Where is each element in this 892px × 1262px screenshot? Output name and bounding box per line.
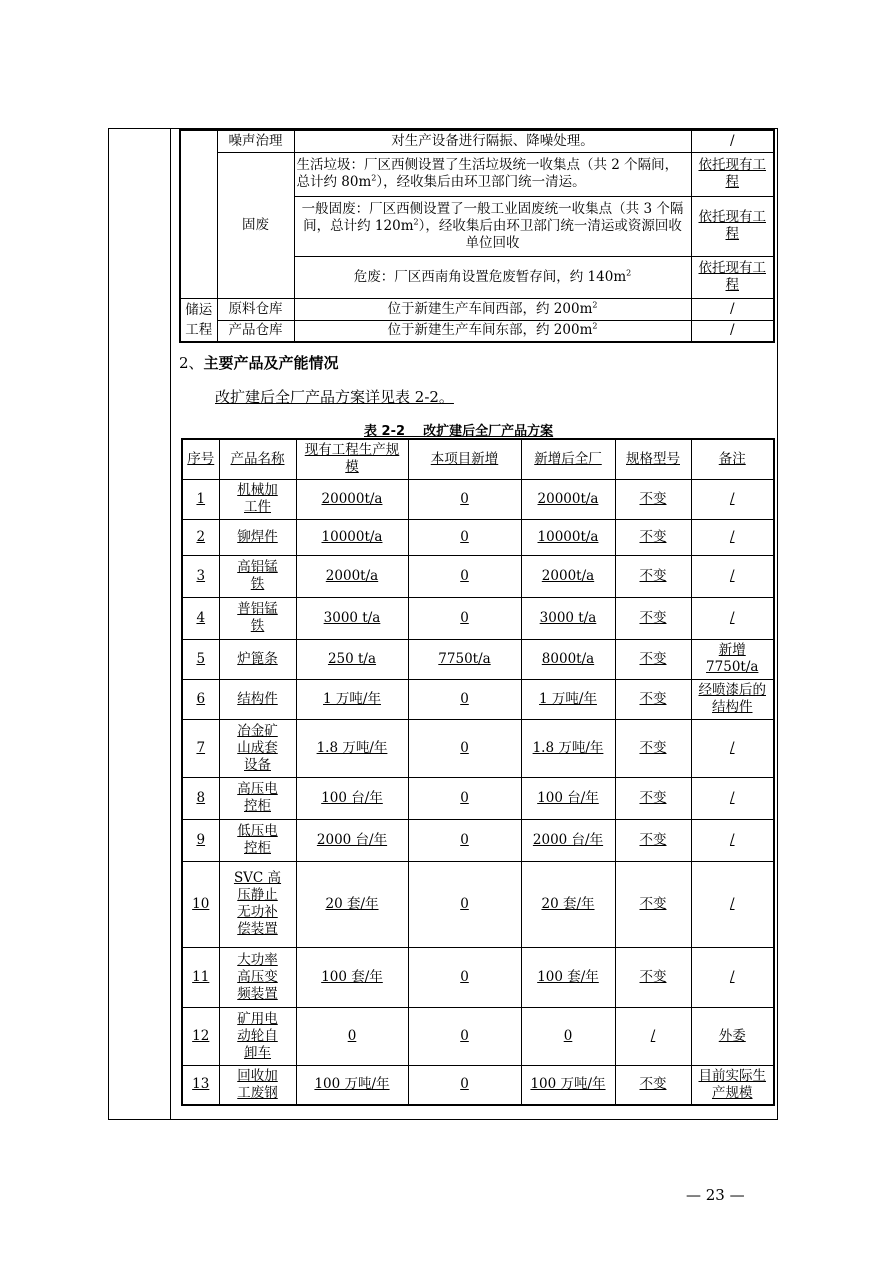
section-title: 主要产品及产能情况 [203, 354, 339, 372]
row-no: 1 [182, 479, 219, 519]
row-no: 13 [182, 1065, 219, 1105]
general-waste-desc: 一般固废：厂区西侧设置了一般工业固废统一收集点（共 3 个隔间，总计约 $120m^2$），经收集后由环卫部门统一清运或资源回收单位回收 [294, 196, 691, 256]
spec: 不变 [615, 519, 691, 555]
existing-capacity: 250 t/a [296, 639, 408, 679]
spec: / [615, 1007, 691, 1065]
raw-warehouse-desc: 位于新建生产车间西部，约 $200m^2$ [294, 298, 691, 320]
row-no: 9 [182, 819, 219, 861]
blank-category-cell [180, 130, 217, 298]
header-total: 新增后全厂 [521, 439, 615, 479]
row-no: 12 [182, 1007, 219, 1065]
note: / [691, 861, 774, 947]
row-no: 2 [182, 519, 219, 555]
product-warehouse-note: / [691, 320, 774, 342]
added-capacity: 0 [408, 519, 521, 555]
table-row [182, 947, 774, 1007]
spec: 不变 [615, 719, 691, 777]
existing-capacity: 20000t/a [296, 479, 408, 519]
total-capacity: 100 万吨/年 [521, 1065, 615, 1105]
table-row [182, 479, 774, 519]
raw-warehouse-note: / [691, 298, 774, 320]
row-no: 11 [182, 947, 219, 1007]
row-no: 3 [182, 555, 219, 597]
product-table [181, 438, 775, 1106]
table-row [182, 777, 774, 819]
header-existing: 现有工程生产规模 [296, 439, 408, 479]
domestic-waste-note: 依托现有工程 [691, 152, 774, 196]
row-no: 8 [182, 777, 219, 819]
product-name: 大功率高压变频装置 [219, 947, 296, 1007]
added-capacity: 0 [408, 947, 521, 1007]
product-name: 高压电控柜 [219, 777, 296, 819]
product-name: 结构件 [219, 679, 296, 719]
section-number: 2、 [179, 354, 204, 372]
note: / [691, 597, 774, 639]
table-row [182, 861, 774, 947]
total-capacity: 100 套/年 [521, 947, 615, 1007]
section-intro: 改扩建后全厂产品方案详见表 2-2。 [215, 388, 454, 406]
spec: 不变 [615, 639, 691, 679]
table-row [180, 152, 774, 196]
added-capacity: 0 [408, 597, 521, 639]
note: 新增7750t/a [691, 639, 774, 679]
note: 经喷漆后的结构件 [691, 679, 774, 719]
product-name: 炉篦条 [219, 639, 296, 679]
env-measures-table [179, 129, 775, 343]
added-capacity: 0 [408, 679, 521, 719]
existing-capacity: 1.8 万吨/年 [296, 719, 408, 777]
product-name: 铆焊件 [219, 519, 296, 555]
table-row [182, 679, 774, 719]
table-row [180, 130, 774, 152]
noise-label: 噪声治理 [217, 130, 294, 152]
header-name: 产品名称 [219, 439, 296, 479]
table-row [182, 639, 774, 679]
frame-divider [170, 128, 171, 1120]
row-no: 7 [182, 719, 219, 777]
total-capacity: 3000 t/a [521, 597, 615, 639]
table-row [180, 320, 774, 342]
note: / [691, 719, 774, 777]
spec: 不变 [615, 597, 691, 639]
existing-capacity: 2000t/a [296, 555, 408, 597]
total-capacity: 20 套/年 [521, 861, 615, 947]
total-capacity: 20000t/a [521, 479, 615, 519]
note: / [691, 519, 774, 555]
added-capacity: 0 [408, 777, 521, 819]
added-capacity: 7750t/a [408, 639, 521, 679]
existing-capacity: 3000 t/a [296, 597, 408, 639]
existing-capacity: 1 万吨/年 [296, 679, 408, 719]
spec: 不变 [615, 555, 691, 597]
page-number: — 23 — [686, 1186, 745, 1204]
row-no: 4 [182, 597, 219, 639]
noise-note: / [691, 130, 774, 152]
header-row [182, 439, 774, 479]
spec: 不变 [615, 819, 691, 861]
existing-capacity: 100 万吨/年 [296, 1065, 408, 1105]
spec: 不变 [615, 947, 691, 1007]
existing-capacity: 10000t/a [296, 519, 408, 555]
product-name: 机械加工件 [219, 479, 296, 519]
spec: 不变 [615, 1065, 691, 1105]
spec: 不变 [615, 861, 691, 947]
note: / [691, 555, 774, 597]
total-capacity: 2000 台/年 [521, 819, 615, 861]
hazard-waste-note: 依托现有工程 [691, 256, 774, 298]
table-row [182, 819, 774, 861]
spec: 不变 [615, 679, 691, 719]
product-name: 高铝锰铁 [219, 555, 296, 597]
total-capacity: 100 台/年 [521, 777, 615, 819]
added-capacity: 0 [408, 719, 521, 777]
total-capacity: 10000t/a [521, 519, 615, 555]
table-row [182, 555, 774, 597]
total-capacity: 2000t/a [521, 555, 615, 597]
spec: 不变 [615, 777, 691, 819]
existing-capacity: 20 套/年 [296, 861, 408, 947]
table-row [182, 597, 774, 639]
header-note: 备注 [691, 439, 774, 479]
table-row [182, 719, 774, 777]
product-name: SVC 高压静止无功补偿装置 [219, 861, 296, 947]
existing-capacity: 100 套/年 [296, 947, 408, 1007]
table-row [182, 1065, 774, 1105]
note: 外委 [691, 1007, 774, 1065]
product-warehouse-desc: 位于新建生产车间东部，约 $200m^2$ [294, 320, 691, 342]
existing-capacity: 2000 台/年 [296, 819, 408, 861]
table-row [182, 519, 774, 555]
spec: 不变 [615, 479, 691, 519]
note: / [691, 819, 774, 861]
added-capacity: 0 [408, 1007, 521, 1065]
hazard-waste-desc: 危废：厂区西南角设置危废暂存间，约 $140m^2$ [294, 256, 691, 298]
table-row [182, 1007, 774, 1065]
total-capacity: 8000t/a [521, 639, 615, 679]
total-capacity: 1.8 万吨/年 [521, 719, 615, 777]
header-added: 本项目新增 [408, 439, 521, 479]
storage-category: 储运工程 [180, 298, 217, 342]
row-no: 6 [182, 679, 219, 719]
product-name: 低压电控柜 [219, 819, 296, 861]
added-capacity: 0 [408, 479, 521, 519]
raw-warehouse-label: 原料仓库 [217, 298, 294, 320]
product-name: 冶金矿山成套设备 [219, 719, 296, 777]
product-name: 普铝锰铁 [219, 597, 296, 639]
product-name: 矿用电动轮自卸车 [219, 1007, 296, 1065]
added-capacity: 0 [408, 1065, 521, 1105]
note: 目前实际生产规模 [691, 1065, 774, 1105]
header-spec: 规格型号 [615, 439, 691, 479]
row-no: 5 [182, 639, 219, 679]
added-capacity: 0 [408, 555, 521, 597]
noise-desc: 对生产设备进行隔振、降噪处理。 [294, 130, 691, 152]
domestic-waste-desc: 生活垃圾：厂区西侧设置了生活垃圾统一收集点（共 2 个隔间，总计约 $80m^2$），经收集后由环卫部门统一清运。 [294, 152, 691, 196]
header-no: 序号 [182, 439, 219, 479]
note: / [691, 479, 774, 519]
product-name: 回收加工废钢 [219, 1065, 296, 1105]
row-no: 10 [182, 861, 219, 947]
product-warehouse-label: 产品仓库 [217, 320, 294, 342]
added-capacity: 0 [408, 819, 521, 861]
table-row [180, 298, 774, 320]
solid-waste-label: 固废 [217, 152, 294, 298]
existing-capacity: 100 台/年 [296, 777, 408, 819]
note: / [691, 777, 774, 819]
added-capacity: 0 [408, 861, 521, 947]
section-heading [179, 352, 339, 373]
total-capacity: 1 万吨/年 [521, 679, 615, 719]
general-waste-note: 依托现有工程 [691, 196, 774, 256]
note: / [691, 947, 774, 1007]
table-caption: 表 2-2 改扩建后全厂产品方案 [364, 424, 554, 439]
existing-capacity: 0 [296, 1007, 408, 1065]
total-capacity: 0 [521, 1007, 615, 1065]
